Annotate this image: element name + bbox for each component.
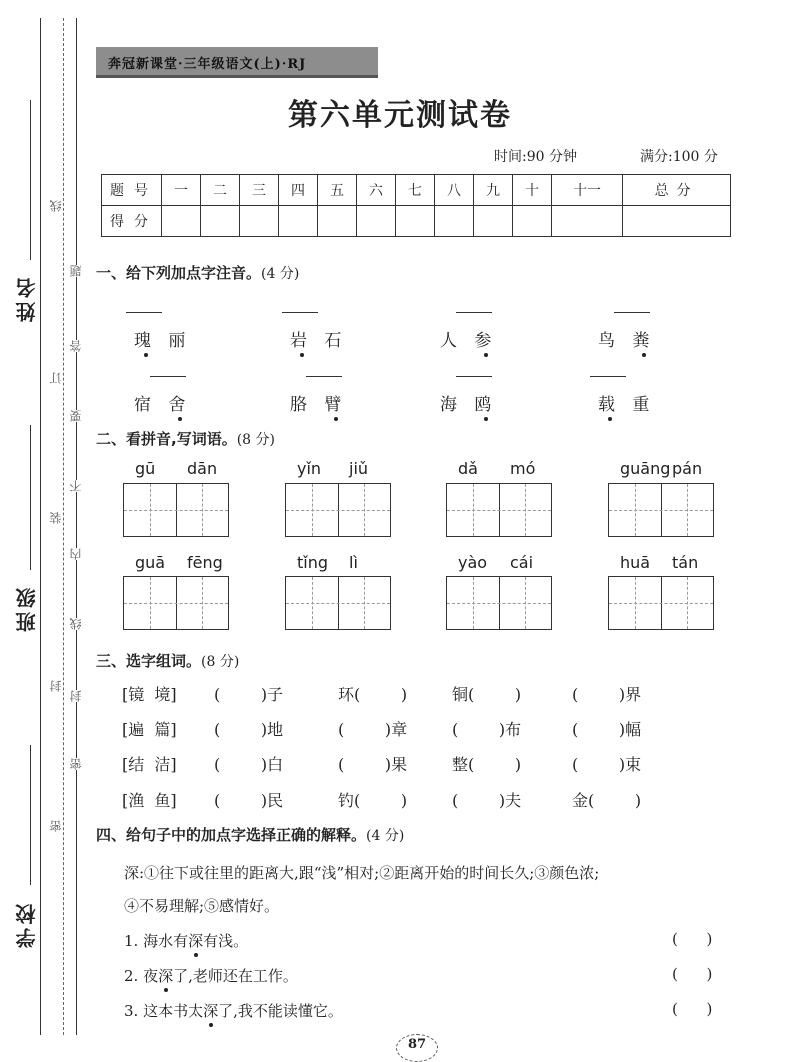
dotted-char: 舍: [168, 390, 191, 415]
sentence-text: 了,老师还在工作。: [173, 967, 298, 985]
sentence-number: 2.: [124, 967, 139, 985]
score-cell[interactable]: [513, 206, 552, 237]
score-table-score-row: [102, 206, 731, 237]
class-underline: [30, 425, 31, 570]
pinyin-question: [598, 326, 655, 351]
score-row-header: 题号: [102, 175, 162, 206]
answer-paren[interactable]: ( ): [672, 1000, 713, 1018]
seal-char: 要: [69, 410, 83, 422]
score-cell[interactable]: [318, 206, 357, 237]
answer-line[interactable]: [456, 376, 492, 377]
sentence-text: 这本书太: [143, 1002, 204, 1020]
time-label: 时间:90 分钟: [494, 149, 577, 165]
pinyin-question: [440, 390, 497, 415]
definition-line-2: ④不易理解;⑤感情好。: [124, 897, 280, 915]
pinyin-text: pán: [672, 459, 703, 478]
score-cell[interactable]: [552, 206, 623, 237]
dotted-char: 岩: [290, 326, 313, 351]
char-choices: [镜 境]: [122, 685, 177, 704]
section2-title: 二、看拼音,写词语。(8 分): [96, 430, 275, 448]
dotted-char: 粪: [632, 326, 655, 351]
pinyin-text: tán: [672, 553, 699, 572]
name-label: 姓名: [15, 274, 39, 322]
score-cell[interactable]: [623, 206, 731, 237]
score-cell[interactable]: [279, 206, 318, 237]
seal-char: 不: [69, 480, 83, 492]
seal-char: 订: [49, 372, 63, 384]
dotted-char: 深: [188, 932, 204, 950]
section4-title: 四、给句子中的加点字选择正确的解释。(4 分): [96, 826, 405, 844]
plain-char: 丽: [168, 331, 192, 351]
pinyin-text: huā: [620, 553, 651, 572]
dotted-char: 载: [598, 390, 621, 415]
pinyin-question: [134, 326, 191, 351]
word-blank[interactable]: 环( ): [338, 685, 408, 704]
pinyin-text: mó: [510, 459, 536, 478]
seal-char: 封: [49, 680, 63, 692]
pinyin-text: cái: [510, 553, 534, 572]
score-col: 五: [318, 175, 357, 206]
answer-line[interactable]: [282, 312, 318, 313]
score-cell[interactable]: [396, 206, 435, 237]
word-blank[interactable]: 钓( ): [338, 791, 408, 810]
series-banner-text: 奔冠新课堂·三年级语文(上)·RJ: [108, 57, 307, 72]
answer-paren[interactable]: ( ): [672, 965, 713, 983]
score-col: 六: [357, 175, 396, 206]
seal-char: 线: [49, 200, 63, 212]
word-blank[interactable]: ( )子: [214, 685, 284, 704]
dotted-char: 臂: [324, 390, 347, 415]
seal-char: 装: [49, 512, 63, 524]
pinyin-text: fēng: [187, 553, 223, 572]
pinyin-text: yǐn: [297, 459, 322, 478]
sentence-text: 海水有: [143, 932, 189, 950]
word-blank[interactable]: ( )果: [338, 755, 408, 774]
word-blank[interactable]: 金( ): [572, 791, 642, 810]
score-col: 四: [279, 175, 318, 206]
score-col: 九: [474, 175, 513, 206]
seal-char: 线: [69, 618, 83, 630]
seal-char: 答: [69, 340, 83, 352]
plain-char: 重: [632, 395, 656, 415]
plain-char: 鸟: [598, 331, 621, 351]
pinyin-question: [134, 390, 191, 415]
plain-char: 胳: [290, 395, 313, 415]
score-col: 十: [513, 175, 552, 206]
word-blank[interactable]: 铜( ): [452, 685, 522, 704]
answer-line[interactable]: [456, 312, 492, 313]
writing-box[interactable]: [446, 483, 552, 537]
plain-char: 宿: [134, 395, 157, 415]
word-blank[interactable]: ( )夫: [452, 791, 522, 810]
char-choices: [渔 鱼]: [122, 791, 177, 810]
guide-line: [286, 603, 390, 604]
plain-char: 海: [440, 395, 463, 415]
score-col: 十一: [552, 175, 623, 206]
pinyin-question: [290, 326, 347, 351]
answer-line[interactable]: [150, 376, 186, 377]
answer-line[interactable]: [614, 312, 650, 313]
dotted-char: 瑰: [134, 326, 157, 351]
school-label: 学校: [15, 900, 39, 948]
seal-char: 密: [69, 758, 83, 770]
word-blank[interactable]: ( )白: [214, 755, 284, 774]
score-table-header-row: [102, 175, 731, 206]
class-label: 班级: [15, 584, 39, 632]
dotted-char: 鸥: [474, 390, 497, 415]
definition-line-1: 深:①往下或往里的距离大,跟“浅”相对;②距离开始的时间长久;③颜色浓;: [124, 864, 600, 882]
guide-line: [124, 603, 228, 604]
score-table: [101, 174, 731, 237]
score-col: 二: [201, 175, 240, 206]
series-banner: [96, 47, 378, 78]
dotted-char: 深: [203, 1002, 219, 1020]
writing-box[interactable]: [608, 576, 714, 630]
school-underline: [30, 745, 31, 885]
pinyin-question: [290, 390, 347, 415]
section1-title: 一、给下列加点字注音。(4 分): [96, 264, 300, 282]
section3-title: 三、选字组词。(8 分): [96, 652, 240, 670]
margin-line-outer: [40, 18, 41, 1035]
pinyin-text: dān: [187, 459, 218, 478]
pinyin-text: dǎ: [458, 459, 478, 478]
sentence-text: 了,我不能读懂它。: [218, 1002, 343, 1020]
guide-line: [286, 510, 390, 511]
word-blank[interactable]: 整( ): [452, 755, 522, 774]
score-cell[interactable]: [357, 206, 396, 237]
sentence-number: 1.: [124, 932, 139, 950]
score-cell[interactable]: [162, 206, 201, 237]
sentence-item: [124, 930, 248, 951]
word-blank[interactable]: ( )章: [338, 720, 408, 739]
word-blank[interactable]: ( )地: [214, 720, 284, 739]
score-cell[interactable]: [474, 206, 513, 237]
writing-box[interactable]: [446, 576, 552, 630]
seal-char: 内: [69, 548, 83, 560]
pinyin-text: guāng: [620, 459, 671, 478]
writing-box[interactable]: [285, 483, 391, 537]
seal-char: 封: [69, 690, 83, 702]
pinyin-text: tǐng: [297, 553, 329, 572]
page-number: 87: [396, 1034, 438, 1062]
writing-box[interactable]: [285, 576, 391, 630]
sentence-item: [124, 1000, 343, 1021]
sentence-text: 有浅。: [203, 932, 249, 950]
score-col: 七: [396, 175, 435, 206]
guide-line: [447, 510, 551, 511]
char-choices: [遍 篇]: [122, 720, 177, 739]
word-blank[interactable]: ( )束: [572, 755, 642, 774]
margin-line-inner: [76, 18, 77, 1035]
score-col: 三: [240, 175, 279, 206]
score-col: 一: [162, 175, 201, 206]
pinyin-question: [598, 390, 655, 415]
word-blank[interactable]: ( )幅: [572, 720, 642, 739]
writing-box[interactable]: [608, 483, 714, 537]
score-cell[interactable]: [435, 206, 474, 237]
pinyin-question: [440, 326, 497, 351]
seal-char: 题: [69, 265, 83, 277]
guide-line: [609, 603, 713, 604]
writing-box[interactable]: [123, 483, 229, 537]
answer-paren[interactable]: ( ): [672, 930, 713, 948]
guide-line: [124, 510, 228, 511]
page-title: 第六单元测试卷: [288, 98, 512, 133]
pinyin-text: yào: [458, 553, 488, 572]
score-row-header: 得分: [102, 206, 162, 237]
char-choices: [结 洁]: [122, 755, 177, 774]
answer-line[interactable]: [590, 376, 626, 377]
answer-line[interactable]: [306, 376, 342, 377]
guide-line: [447, 603, 551, 604]
margin-line-dashed: [63, 18, 64, 1035]
pinyin-text: guā: [135, 553, 166, 572]
writing-box[interactable]: [123, 576, 229, 630]
score-col: 总分: [623, 175, 731, 206]
score-col: 八: [435, 175, 474, 206]
score-cell[interactable]: [201, 206, 240, 237]
sentence-text: 夜: [143, 967, 159, 985]
pinyin-text: jiǔ: [349, 459, 369, 478]
dotted-char: 深: [158, 967, 174, 985]
score-cell[interactable]: [240, 206, 279, 237]
answer-line[interactable]: [126, 312, 162, 313]
sentence-item: [124, 965, 298, 986]
pinyin-text: gū: [135, 459, 156, 478]
pinyin-text: lì: [349, 553, 358, 572]
sentence-number: 3.: [124, 1002, 139, 1020]
plain-char: 人: [440, 331, 463, 351]
word-blank[interactable]: ( )民: [214, 791, 284, 810]
word-blank[interactable]: ( )布: [452, 720, 522, 739]
plain-char: 石: [324, 331, 348, 351]
dotted-char: 参: [474, 326, 497, 351]
word-blank[interactable]: ( )界: [572, 685, 642, 704]
seal-char: 密: [49, 820, 63, 832]
full-score-label: 满分:100 分: [640, 149, 718, 165]
guide-line: [609, 510, 713, 511]
